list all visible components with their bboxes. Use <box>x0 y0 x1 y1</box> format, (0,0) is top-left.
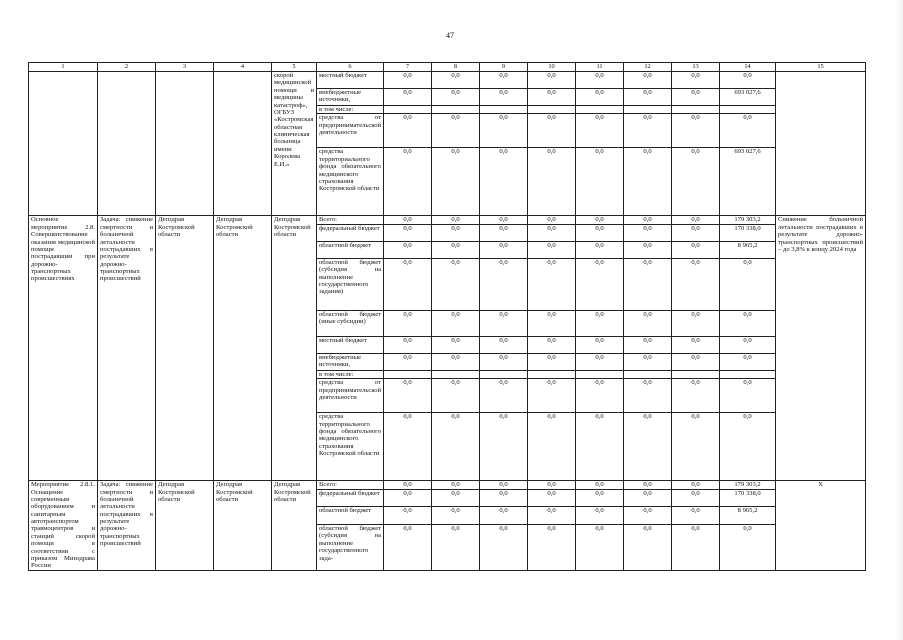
value-cell: 0,0 <box>384 258 432 310</box>
value-cell: 0,0 <box>480 379 528 413</box>
value-cell <box>624 370 672 378</box>
value-cell: 0,0 <box>720 525 776 571</box>
value-cell: 0,0 <box>384 507 432 525</box>
value-cell: 0,0 <box>528 89 576 106</box>
value-cell: 0,0 <box>384 114 432 148</box>
activity-name: Мероприятие 2.8.1. Оснащение современным оборудованием и санитарным автотранспортом травмоцентров и станций скорой помощи в соответствии с приказом Минздрава России <box>29 481 98 571</box>
header-cell: 5 <box>272 63 317 72</box>
value-cell: 179 303,2 <box>720 481 776 490</box>
responsible-cell: Депздрав Костромской области <box>156 481 214 571</box>
value-cell: 0,0 <box>528 489 576 507</box>
header-cell: 15 <box>776 63 866 72</box>
value-cell: 0,0 <box>672 258 720 310</box>
coexecutor-cell: Депздрав Костромской области <box>214 216 272 481</box>
value-cell: 0,0 <box>720 114 776 148</box>
funding-source: средства от предпринимательской деятельности <box>317 379 384 413</box>
value-cell: 0,0 <box>576 241 624 258</box>
funding-source: Всего: <box>317 481 384 490</box>
value-cell: 0,0 <box>384 310 432 336</box>
funding-source: областной бюджет (иные субсидии) <box>317 310 384 336</box>
value-cell: 0,0 <box>384 336 432 353</box>
value-cell: 0,0 <box>672 413 720 481</box>
value-cell: 0,0 <box>720 72 776 89</box>
value-cell <box>576 370 624 378</box>
value-cell: 0,0 <box>624 525 672 571</box>
page-edge-shadow <box>895 0 903 640</box>
value-cell: 0,0 <box>672 507 720 525</box>
value-cell: 0,0 <box>624 481 672 490</box>
value-cell: 0,0 <box>672 525 720 571</box>
expected-result: Снижение больничной летальности пострадавших в результате дорожно-транспортных происшествий – до 3,8% к концу 2024 года <box>776 216 866 481</box>
value-cell: 0,0 <box>528 114 576 148</box>
value-cell: 0,0 <box>672 481 720 490</box>
value-cell: 0,0 <box>528 379 576 413</box>
value-cell: 0,0 <box>672 72 720 89</box>
funding-source: областной бюджет <box>317 241 384 258</box>
value-cell: 0,0 <box>528 72 576 89</box>
value-cell: 0,0 <box>528 241 576 258</box>
value-cell <box>480 106 528 114</box>
value-cell: 0,0 <box>528 353 576 370</box>
value-cell: 0,0 <box>624 224 672 241</box>
value-cell: 0,0 <box>480 72 528 89</box>
value-cell: 0,0 <box>624 89 672 106</box>
value-cell: 0,0 <box>624 507 672 525</box>
value-cell: 0,0 <box>432 258 480 310</box>
value-cell <box>624 106 672 114</box>
value-cell: 0,0 <box>384 379 432 413</box>
value-cell: 0,0 <box>672 379 720 413</box>
funding-source: в том числе: <box>317 106 384 114</box>
value-cell: 0,0 <box>672 224 720 241</box>
header-cell: 9 <box>480 63 528 72</box>
value-cell: 170 338,0 <box>720 224 776 241</box>
value-cell: 0,0 <box>528 148 576 216</box>
value-cell: 0,0 <box>384 525 432 571</box>
value-cell: 0,0 <box>528 413 576 481</box>
value-cell: 0,0 <box>576 353 624 370</box>
task-cell: Задача: снижение смертности и больничной летальности пострадавших в результате дорожно-транспортных происшествий <box>98 481 156 571</box>
value-cell <box>432 370 480 378</box>
value-cell: 0,0 <box>624 413 672 481</box>
header-cell: 8 <box>432 63 480 72</box>
value-cell: 0,0 <box>624 336 672 353</box>
value-cell: 0,0 <box>576 224 624 241</box>
value-cell: 0,0 <box>480 224 528 241</box>
value-cell <box>384 106 432 114</box>
value-cell: 0,0 <box>672 89 720 106</box>
executor-cell: Депздрав Костромской области <box>272 216 317 481</box>
value-cell: 0,0 <box>576 114 624 148</box>
value-cell <box>672 106 720 114</box>
value-cell: 0,0 <box>432 310 480 336</box>
cell-empty <box>98 72 156 216</box>
value-cell: 0,0 <box>480 481 528 490</box>
value-cell: 0,0 <box>672 216 720 224</box>
funding-table <box>28 62 866 571</box>
value-cell: 0,0 <box>576 489 624 507</box>
value-cell: 0,0 <box>384 216 432 224</box>
header-cell: 7 <box>384 63 432 72</box>
value-cell: 0,0 <box>432 489 480 507</box>
value-cell: 0,0 <box>672 241 720 258</box>
value-cell: 0,0 <box>480 310 528 336</box>
x-mark: Х <box>818 481 823 489</box>
value-cell: 0,0 <box>480 336 528 353</box>
table-row <box>29 72 866 89</box>
value-cell: 0,0 <box>480 489 528 507</box>
value-cell: 0,0 <box>528 258 576 310</box>
value-cell: 0,0 <box>480 89 528 106</box>
value-cell: 0,0 <box>528 216 576 224</box>
value-cell: 0,0 <box>384 353 432 370</box>
funding-source: областной бюджет (субсидия на выполнение государственного задания) <box>317 258 384 310</box>
value-cell <box>480 370 528 378</box>
coexecutor-cell: Депздрав Костромской области <box>214 481 272 571</box>
value-cell: 0,0 <box>384 224 432 241</box>
value-cell: 0,0 <box>480 507 528 525</box>
value-cell: 0,0 <box>432 353 480 370</box>
table-row <box>29 216 866 224</box>
value-cell: 0,0 <box>576 216 624 224</box>
header-cell: 12 <box>624 63 672 72</box>
value-cell: 0,0 <box>576 258 624 310</box>
value-cell: 0,0 <box>672 310 720 336</box>
executor-cell: скорой медицинской помощи и медицины катастроф», ОГБУЗ «Костромская областная клиническая больница имени Королева Е.И.» <box>272 72 317 216</box>
value-cell: 0,0 <box>384 413 432 481</box>
value-cell: 0,0 <box>432 241 480 258</box>
funding-source: внебюджетные источники, <box>317 89 384 106</box>
value-cell: 8 965,2 <box>720 507 776 525</box>
value-cell: 0,0 <box>432 224 480 241</box>
value-cell: 0,0 <box>528 481 576 490</box>
value-cell: 0,0 <box>672 353 720 370</box>
value-cell: 0,0 <box>576 336 624 353</box>
value-cell: 0,0 <box>432 481 480 490</box>
header-cell: 11 <box>576 63 624 72</box>
value-cell: 0,0 <box>432 216 480 224</box>
value-cell: 0,0 <box>624 310 672 336</box>
value-cell <box>720 370 776 378</box>
value-cell: 0,0 <box>576 89 624 106</box>
value-cell: 0,0 <box>432 114 480 148</box>
value-cell: 0,0 <box>720 336 776 353</box>
executor-cell: Депздрав Костромской области <box>272 481 317 571</box>
value-cell: 0,0 <box>576 72 624 89</box>
page-number: 47 <box>446 31 454 40</box>
value-cell: 0,0 <box>528 507 576 525</box>
value-cell: 0,0 <box>480 114 528 148</box>
value-cell: 179 303,2 <box>720 216 776 224</box>
value-cell: 0,0 <box>720 379 776 413</box>
value-cell: 0,0 <box>384 481 432 490</box>
value-cell: 0,0 <box>480 241 528 258</box>
cell-empty <box>156 72 214 216</box>
funding-source: местный бюджет <box>317 336 384 353</box>
value-cell: 0,0 <box>384 148 432 216</box>
value-cell: 0,0 <box>432 89 480 106</box>
funding-source: в том числе: <box>317 370 384 378</box>
value-cell: 0,0 <box>624 258 672 310</box>
cell-empty <box>776 72 866 216</box>
value-cell: 0,0 <box>432 72 480 89</box>
value-cell: 0,0 <box>480 353 528 370</box>
funding-source: средства от предпринимательской деятельности <box>317 114 384 148</box>
value-cell <box>384 370 432 378</box>
value-cell: 0,0 <box>720 413 776 481</box>
value-cell: 0,0 <box>576 507 624 525</box>
activity-name: Основное мероприятие 2.8. Совершенствование оказания медицинской помощи пострадавшим при дорожно-транспортных происшествиях <box>29 216 98 481</box>
funding-source: областной бюджет <box>317 507 384 525</box>
value-cell: 0,0 <box>720 310 776 336</box>
value-cell <box>576 106 624 114</box>
cell-empty <box>214 72 272 216</box>
task-cell: Задача: снижение смертности и больничной летальности пострадавших в результате дорожно-транспортных происшествий <box>98 216 156 481</box>
value-cell: 0,0 <box>432 413 480 481</box>
funding-source: федеральный бюджет <box>317 224 384 241</box>
funding-source: средства территориального фонда обязательного медицинского страхования Костромской области <box>317 413 384 481</box>
value-cell: 0,0 <box>384 89 432 106</box>
value-cell: 0,0 <box>720 353 776 370</box>
header-cell: 3 <box>156 63 214 72</box>
value-cell: 8 965,2 <box>720 241 776 258</box>
document-table-wrapper <box>28 62 866 571</box>
header-cell: 14 <box>720 63 776 72</box>
value-cell: 0,0 <box>624 216 672 224</box>
value-cell: 0,0 <box>672 336 720 353</box>
table-row <box>29 481 866 490</box>
value-cell: 0,0 <box>576 413 624 481</box>
value-cell: 0,0 <box>624 114 672 148</box>
value-cell: 0,0 <box>480 525 528 571</box>
value-cell: 0,0 <box>576 310 624 336</box>
cell-empty <box>29 72 98 216</box>
header-cell: 6 <box>317 63 384 72</box>
value-cell <box>528 370 576 378</box>
funding-source: внебюджетные источники, <box>317 353 384 370</box>
value-cell: 0,0 <box>384 489 432 507</box>
value-cell: 0,0 <box>432 336 480 353</box>
value-cell: 0,0 <box>528 525 576 571</box>
value-cell: 0,0 <box>432 148 480 216</box>
value-cell: 693 027,6 <box>720 148 776 216</box>
value-cell: 170 338,0 <box>720 489 776 507</box>
header-cell: 13 <box>672 63 720 72</box>
value-cell: 0,0 <box>576 481 624 490</box>
header-row <box>29 63 866 72</box>
value-cell: 0,0 <box>480 258 528 310</box>
value-cell: 0,0 <box>672 148 720 216</box>
value-cell: 0,0 <box>576 525 624 571</box>
value-cell: 0,0 <box>624 72 672 89</box>
funding-source: средства территориального фонда обязательного медицинского страхования Костромской области <box>317 148 384 216</box>
value-cell: 693 027,6 <box>720 89 776 106</box>
funding-source: местный бюджет <box>317 72 384 89</box>
value-cell <box>720 106 776 114</box>
value-cell: 0,0 <box>432 507 480 525</box>
value-cell: 0,0 <box>624 148 672 216</box>
value-cell: 0,0 <box>432 379 480 413</box>
value-cell: 0,0 <box>480 148 528 216</box>
expected-result <box>776 481 866 571</box>
header-cell: 4 <box>214 63 272 72</box>
value-cell: 0,0 <box>624 379 672 413</box>
value-cell <box>432 106 480 114</box>
responsible-cell: Депздрав Костромской области <box>156 216 214 481</box>
value-cell: 0,0 <box>528 310 576 336</box>
value-cell: 0,0 <box>384 72 432 89</box>
value-cell: 0,0 <box>576 148 624 216</box>
header-cell: 2 <box>98 63 156 72</box>
value-cell <box>672 370 720 378</box>
funding-source: федеральный бюджет <box>317 489 384 507</box>
value-cell: 0,0 <box>480 216 528 224</box>
header-cell: 1 <box>29 63 98 72</box>
value-cell: 0,0 <box>624 489 672 507</box>
funding-source: областной бюджет (субсидия на выполнение государственного зада- <box>317 525 384 571</box>
value-cell: 0,0 <box>624 241 672 258</box>
value-cell: 0,0 <box>432 525 480 571</box>
value-cell: 0,0 <box>576 379 624 413</box>
header-cell: 10 <box>528 63 576 72</box>
value-cell <box>528 106 576 114</box>
funding-source: Всего: <box>317 216 384 224</box>
value-cell: 0,0 <box>528 336 576 353</box>
value-cell: 0,0 <box>720 258 776 310</box>
value-cell: 0,0 <box>672 489 720 507</box>
value-cell: 0,0 <box>624 353 672 370</box>
value-cell: 0,0 <box>480 413 528 481</box>
value-cell: 0,0 <box>384 241 432 258</box>
value-cell: 0,0 <box>528 224 576 241</box>
value-cell: 0,0 <box>672 114 720 148</box>
